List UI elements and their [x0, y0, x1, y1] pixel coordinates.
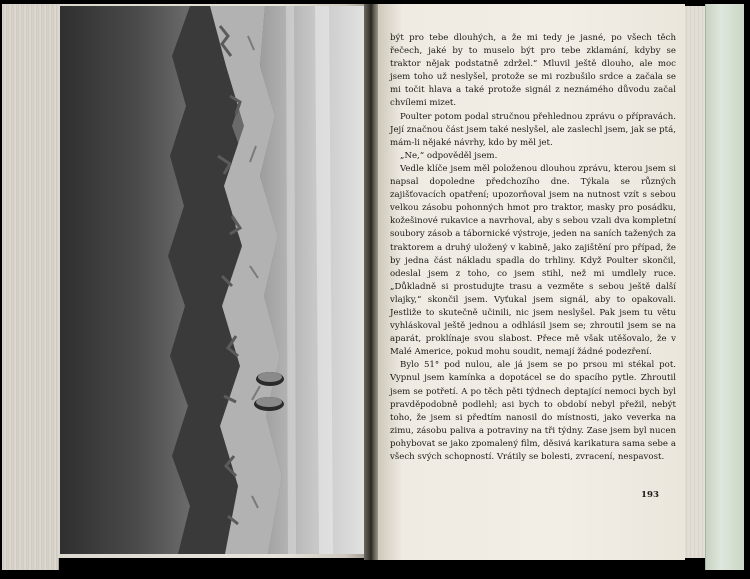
paragraph: Vedle klíče jsem měl položenou dlouhou zprávu, kterou jsem si napsal dopoledne předchozího dne. Týkala se různých zajišťovacích opatření; upozorňoval jsem na nutnost vzít s sebou velkou zásobu pohonných hmot pro traktor, masky pro posádku, kožešinové rukavice a navrhoval, aby s sebou vzali dva kompletní soubory zásob a tábornické výstroje, jeden na saních tažených za traktorem a druhý uložený v kabině, jako zajištění pro případ, že by jedna část nákladu spadla do trhliny. Když Poulter skončil, odeslal jsem z toho, co jsem stihl, než mi umdlely ruce. „Důkladně si prostudujte trasu a vezměte s sebou ještě další vlajky,“ skončil jsem. Vyťukal jsem signál, aby to opakovali. Jestliže to skutečně učinili, nic jsem neslyšel. Pak jsem tu větu vyhláskoval ještě jednou a odhlásil jsem se; zhroutil jsem se na aparát, proklínaje svou slabost. Přece mě však utěšovalo, že v Malé Americe, pokud mohu soudit, nemají žádné podezření. [390, 163, 676, 358]
left-page-edges [2, 4, 59, 570]
book-cover-edge [705, 4, 744, 570]
page-number: 193 [641, 490, 659, 500]
page-text [390, 32, 676, 464]
paragraph: „Ne,“ odpověděl jsem. [400, 150, 498, 161]
paragraph: Bylo 51° pod nulou, ale já jsem se po prsou mi stékal pot. Vypnul jsem kamínka a dopotácel se do spacího pytle. Zhroutil jsem se potřetí. A po těch pěti týdnech deptající nemoci bych byl pravděpodobně podlehl; asi bych to období nebyl přežil, nebýt toho, že jsem si předtím nanosil do místnosti, jako veverka na zimu, zásobu paliva a potraviny na tři týdny. Zase jsem byl nucen pohybovat se jako zpomalený film, děsivá karikatura sama sebe a všech svých schopností. Vrátily se bolesti, zvracení, nespavost. [390, 360, 676, 462]
antarctic-ice-landscape-photo [60, 6, 366, 554]
paragraph: Poulter potom podal stručnou přehlednou zprávu o přípravách. Její značnou část jsem také neslyšel, ale zaslechl jsem, jak se ptá, mám-li nějaké návrhy, kdo by měl jet. [390, 111, 676, 148]
paragraph: být pro tebe dlouhých, a že mi tedy je jasné, po všech těch řečech, jaké by to muselo být pro tebe zklamání, kdyby se traktor nějak podstatně zdržel.“ Mluvil ještě dlouho, ale moc jsem toho už neslyšel, protože se mi rozbušilo srdce a začala se mi točit hlava a také protože signál z neznámého důvodu začal chvílemi mizet. [390, 33, 676, 109]
